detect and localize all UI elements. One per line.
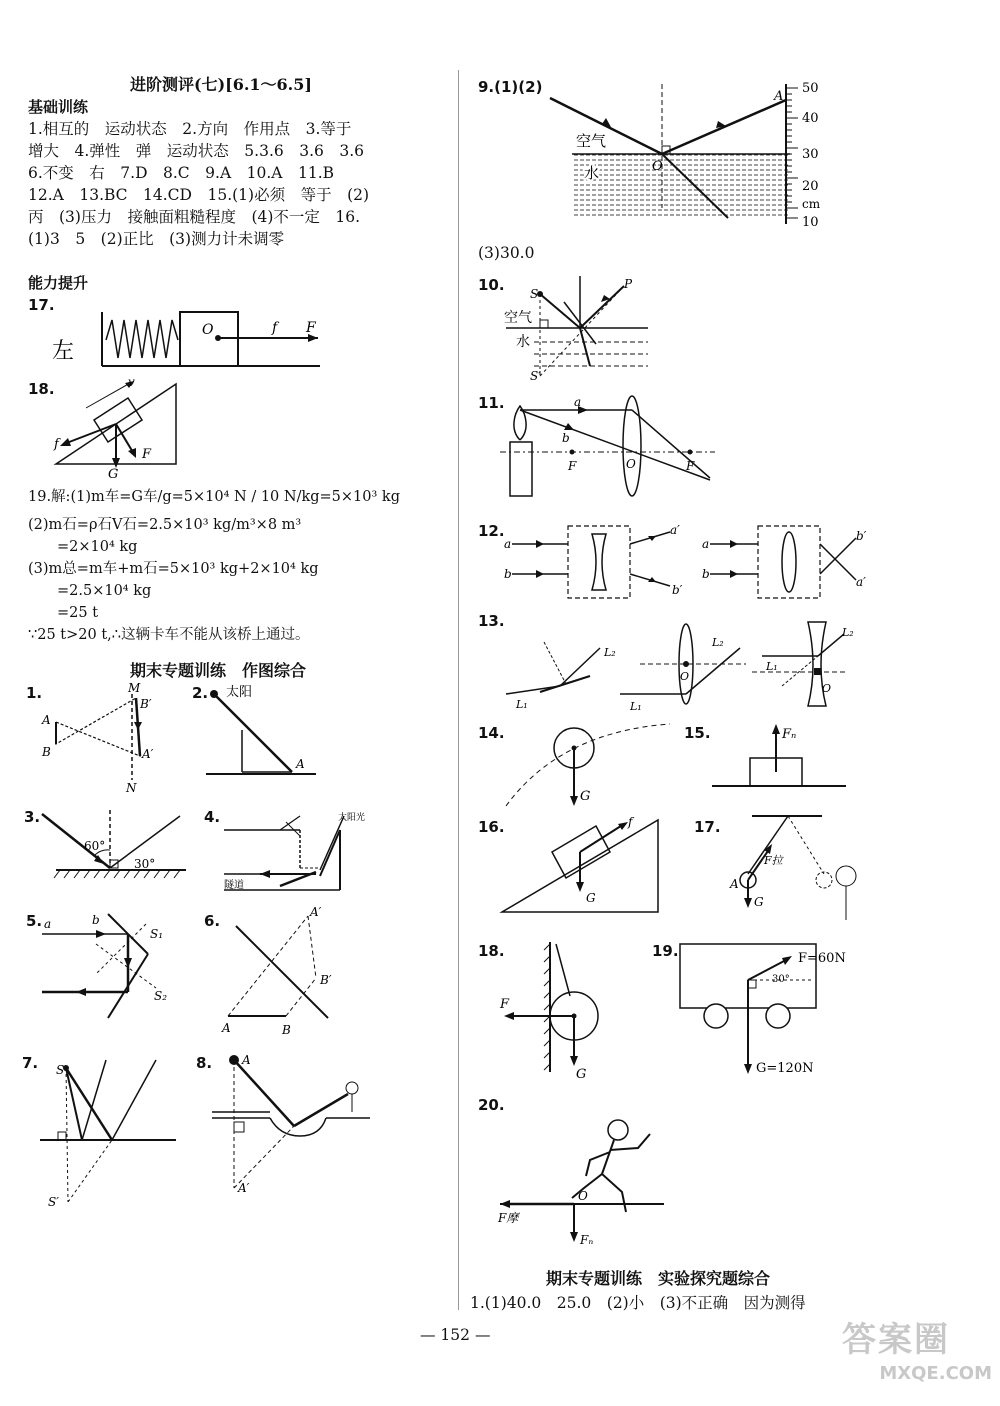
q10-number: 10.: [478, 276, 505, 294]
svg-text:30°: 30°: [772, 974, 790, 985]
svg-text:L₂: L₂: [842, 626, 854, 639]
svg-text:Fₙ: Fₙ: [580, 1233, 594, 1247]
svg-text:F: F: [500, 997, 510, 1012]
sunlight-mirror-diagram: [206, 684, 326, 779]
solution-line: (2)m石=ρ石V石=2.5×10³ kg/m³×8 m³: [28, 517, 302, 533]
q14-number: 14.: [478, 724, 505, 742]
q13-number: 13.: [478, 612, 505, 630]
lens-box-diagrams: [500, 522, 880, 602]
q17-number: 17.: [28, 296, 55, 314]
answer-line: (1)3 5 (2)正比 (3)测力计未调零: [28, 230, 285, 248]
water-surface-reflection-diagram: [504, 266, 654, 386]
svg-text:S: S: [530, 287, 539, 301]
svg-text:O: O: [822, 682, 832, 695]
svg-text:a: a: [504, 537, 512, 551]
svg-text:F: F: [142, 447, 152, 462]
column-divider: [458, 70, 459, 1310]
mirror-image-ab-diagram: [216, 904, 346, 1044]
svg-text:F: F: [686, 459, 695, 473]
svg-text:Fₙ: Fₙ: [782, 727, 797, 742]
solution-line: (3)m总=m车+m石=5×10³ kg+2×10⁴ kg: [28, 561, 319, 577]
answer-line: 12.A 13.BC 14.CD 15.(1)必须 等于 (2): [28, 186, 370, 204]
watermark-text: 答案圈: [842, 1320, 950, 1360]
svg-text:G=120N: G=120N: [756, 1061, 814, 1076]
svg-text:A: A: [774, 89, 784, 104]
page-number: — 152 —: [420, 1326, 491, 1344]
d7-number: 7.: [22, 1054, 39, 1072]
svg-text:B: B: [42, 745, 51, 759]
svg-text:太阳: 太阳: [226, 685, 253, 700]
svg-text:L₂: L₂: [604, 646, 616, 659]
svg-text:F=60N: F=60N: [798, 951, 846, 966]
svg-text:P: P: [624, 277, 633, 291]
svg-text:B′: B′: [320, 973, 332, 987]
box-normal-force-diagram: [706, 722, 856, 792]
svg-text:A′: A′: [142, 747, 154, 761]
solution-line: =2.5×10⁴ kg: [28, 583, 152, 599]
ability-heading: 能力提升: [28, 274, 89, 292]
spring-block-diagram: [50, 300, 330, 370]
d3-number: 3.: [24, 808, 41, 826]
solution-line: ∵25 t>20 t,∴这辆卡车不能从该桥上通过。: [28, 627, 310, 643]
svg-text:cm: cm: [802, 197, 821, 211]
svg-text:水: 水: [584, 164, 600, 182]
q17-right-number: 17.: [694, 818, 721, 836]
svg-text:A′: A′: [238, 1181, 250, 1195]
svg-text:f: f: [54, 437, 59, 452]
svg-text:太阳光: 太阳光: [338, 813, 366, 823]
solution-line: 19.解:(1)m车=G车/g=5×10⁴ N / 10 N/kg=5×10³ kg: [28, 489, 400, 505]
svg-text:f: f: [628, 815, 633, 829]
reflection-angle-diagram: [36, 806, 186, 886]
solution-line: =2×10⁴ kg: [28, 539, 138, 555]
d5-number: 5.: [26, 912, 43, 930]
svg-text:30: 30: [802, 147, 819, 162]
periscope-diagram: [36, 908, 186, 1028]
left-label: 左: [52, 339, 75, 364]
svg-text:O: O: [202, 322, 214, 338]
refraction-scale-diagram: [550, 78, 850, 228]
svg-text:B′: B′: [140, 697, 152, 711]
svg-text:M: M: [128, 681, 141, 695]
q15-number: 15.: [684, 724, 711, 742]
d6-number: 6.: [204, 912, 221, 930]
svg-text:f: f: [272, 320, 278, 336]
svg-text:S₁: S₁: [150, 927, 164, 941]
answer-line: 丙 (3)压力 接触面粗糙程度 (4)不一定 16.: [28, 208, 361, 226]
svg-text:a′: a′: [670, 523, 680, 537]
svg-text:b′: b′: [856, 529, 867, 543]
test-title: 进阶测评(七)[6.1～6.5]: [130, 75, 312, 94]
svg-text:L₂: L₂: [712, 636, 724, 649]
svg-text:a: a: [574, 395, 582, 409]
svg-text:F摩: F摩: [498, 1211, 519, 1225]
svg-text:L₁: L₁: [516, 698, 528, 711]
svg-text:L₁: L₁: [630, 700, 642, 713]
q19-solution: [28, 486, 400, 646]
svg-text:S′: S′: [48, 1195, 59, 1209]
incline-friction-diagram: [500, 812, 670, 922]
svg-text:G: G: [754, 895, 764, 909]
convex-lens-candle-diagram: [500, 394, 720, 504]
runner-friction-diagram: [494, 1120, 674, 1250]
svg-text:G: G: [576, 1067, 587, 1082]
section-title-experiment: 期末专题训练 实验探究题综合: [546, 1269, 771, 1288]
svg-text:S₂: S₂: [154, 989, 168, 1003]
svg-text:a′: a′: [856, 575, 866, 589]
svg-text:60°: 60°: [84, 839, 106, 853]
svg-text:50: 50: [802, 81, 819, 96]
point-source-reflection-diagram: [36, 1060, 186, 1210]
svg-text:A: A: [242, 1053, 251, 1067]
plane-mirror-diagram-1: [36, 681, 166, 795]
q20-number: 20.: [478, 1096, 505, 1114]
ball-against-wall-diagram: [496, 940, 616, 1080]
incline-block-diagram: [50, 375, 190, 483]
d8-number: 8.: [196, 1054, 213, 1072]
q12-number: 12.: [478, 522, 505, 540]
d4-number: 4.: [204, 808, 221, 826]
svg-text:G: G: [580, 789, 591, 804]
svg-text:40: 40: [802, 111, 819, 126]
svg-text:b′: b′: [672, 583, 683, 597]
svg-text:隧道: 隧道: [224, 880, 244, 891]
svg-text:F: F: [306, 320, 316, 336]
svg-text:N: N: [126, 781, 137, 795]
svg-text:A: A: [296, 757, 305, 771]
svg-text:a: a: [44, 917, 52, 931]
q9-number: 9.(1)(2): [478, 78, 543, 96]
tunnel-mirror-diagram: [220, 806, 370, 896]
d1-number: 1.: [26, 684, 43, 702]
watermark-logo: [842, 1312, 992, 1386]
svg-text:水: 水: [516, 334, 530, 350]
svg-text:A′: A′: [310, 905, 322, 919]
q11-number: 11.: [478, 394, 505, 412]
answer-line: 1.相互的 运动状态 2.方向 作用点 3.等于: [28, 120, 352, 138]
svg-text:B: B: [282, 1023, 291, 1037]
answer-line: 6.不变 右 7.D 8.C 9.A 10.A 11.B: [28, 164, 335, 182]
svg-text:S: S: [56, 1063, 65, 1077]
svg-text:b: b: [562, 431, 570, 445]
projectile-ball-diagram: [500, 722, 680, 812]
svg-text:O: O: [626, 457, 636, 471]
svg-text:O: O: [578, 1189, 588, 1203]
svg-text:O: O: [680, 670, 690, 683]
solution-line: =25 t: [28, 605, 99, 621]
experiment-answer-line: 1.(1)40.0 25.0 (2)小 (3)不正确 因为测得: [470, 1294, 806, 1312]
svg-text:空气: 空气: [504, 310, 532, 326]
pendulum-diagram: [712, 808, 872, 928]
watermark-url: MXQE.COM: [879, 1363, 992, 1384]
svg-text:v: v: [128, 375, 135, 389]
svg-text:L₁: L₁: [766, 660, 778, 673]
answer-line: 增大 4.弹性 弹 运动状态 5.3.6 3.6 3.6: [28, 142, 365, 160]
concave-lens-diagram: [752, 614, 852, 714]
svg-text:b: b: [702, 567, 710, 581]
cart-force-diagram: [676, 940, 866, 1080]
svg-text:30°: 30°: [134, 857, 156, 871]
svg-text:A: A: [222, 1021, 231, 1035]
svg-text:10: 10: [802, 215, 819, 230]
svg-text:G: G: [108, 467, 119, 482]
d2-number: 2.: [192, 684, 209, 702]
svg-text:b: b: [92, 913, 100, 927]
basic-training-heading: 基础训练: [28, 98, 89, 116]
svg-text:b: b: [504, 567, 512, 581]
q18-right-number: 18.: [478, 942, 505, 960]
svg-text:20: 20: [802, 179, 819, 194]
svg-text:A: A: [730, 877, 739, 891]
q18-number: 18.: [28, 380, 55, 398]
svg-text:A: A: [42, 713, 51, 727]
svg-text:F: F: [568, 459, 577, 473]
svg-text:O: O: [652, 159, 663, 174]
svg-text:空气: 空气: [576, 132, 607, 150]
q19-right-number: 19.: [652, 942, 679, 960]
svg-text:G: G: [586, 891, 596, 905]
svg-text:a: a: [702, 537, 710, 551]
svg-text:F拉: F拉: [764, 854, 783, 867]
basic-answers: [28, 118, 369, 250]
q9-answer3: (3)30.0: [478, 244, 535, 262]
q16-number: 16.: [478, 818, 505, 836]
svg-text:S′: S′: [530, 369, 541, 383]
lens-mirror-l1-l2-diagrams: [500, 614, 750, 714]
water-reflection-diagram: [210, 1052, 370, 1202]
section-title-drawing: 期末专题训练 作图综合: [130, 661, 307, 680]
